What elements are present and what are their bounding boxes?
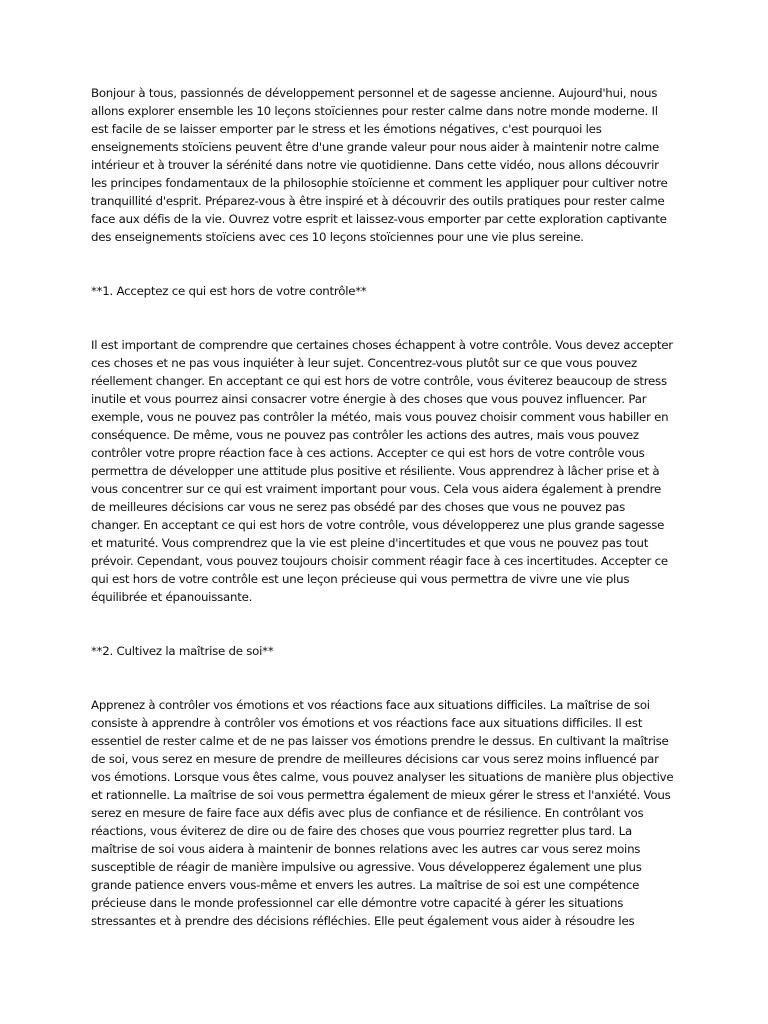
section-heading: **2. Cultivez la maîtrise de soi**	[91, 644, 274, 658]
section-heading: **1. Acceptez ce qui est hors de votre contrôle**	[91, 284, 367, 298]
section-paragraph: Apprenez à contrôler vos émotions et vos réactions face aux situations difficiles. La maîtrise de soi consiste à apprendre à contrôler vos émotions et vos réactions face aux situations difficiles. Il est essentiel de rester calme et de ne pas laisser vos émotions prendre le dessus. En cultivant la maîtrise de soi, vous serez en mesure de prendre de meilleures décisions car vous serez moins influencé par vos émotions. Lorsque vous êtes calme, vous pouvez analyser les situations de manière plus objective et rationnelle. La maîtrise de soi vous permettra également de mieux gérer le stress et l'anxiété. Vous serez en mesure de faire face aux défis avec plus de confiance et de résilience. En contrôlant vos réactions, vous éviterez de dire ou de faire des choses que vous pourriez regretter plus tard. La maîtrise de soi vous aidera à maintenir de bonnes relations avec les autres car vous serez moins susceptible de réagir de manière impulsive ou agressive. Vous développerez également une plus grande patience envers vous-même et envers les autres. La maîtrise de soi est une compétence précieuse dans le monde professionnel car elle démontre votre capacité à gérer les situations stressantes et à prendre des décisions réfléchies. Elle peut également vous aider à résoudre les	[91, 698, 674, 928]
intro-paragraph: Bonjour à tous, passionnés de développement personnel et de sagesse ancienne. Aujourd'hui, nous allons explorer ensemble les 10 leçons stoïciennes pour rester calme dans notre monde moderne. Il est facile de se laisser emporter par le stress et les émotions négatives, c'est pourquoi les enseignements stoïciens peuvent être d'une grande valeur pour nous aider à maintenir notre calme intérieur et à trouver la sérénité dans notre vie quotidienne. Dans cette vidéo, nous allons découvrir les principes fondamentaux de la philosophie stoïcienne et comment les appliquer pour cultiver notre tranquillité d'esprit. Préparez-vous à être inspiré et à découvrir des outils pratiques pour rester calme face aux défis de la vie. Ouvrez votre esprit et laissez-vous emporter par cette exploration captivante des enseignements stoïciens avec ces 10 leçons stoïciennes pour une vie plus sereine.	[91, 86, 668, 244]
document-body	[91, 84, 677, 966]
section-paragraph: Il est important de comprendre que certaines choses échappent à votre contrôle. Vous devez accepter ces choses et ne pas vous inquiéter à leur sujet. Concentrez-vous plutôt sur ce que vous pouvez réellement changer. En acceptant ce qui est hors de votre contrôle, vous éviterez beaucoup de stress inutile et vous pourrez ainsi consacrer votre énergie à des choses que vous pouvez influencer. Par exemple, vous ne pouvez pas contrôler la météo, mais vous pouvez choisir comment vous habiller en conséquence. De même, vous ne pouvez pas contrôler les actions des autres, mais vous pouvez contrôler votre propre réaction face à ces actions. Accepter ce qui est hors de votre contrôle vous permettra de développer une attitude plus positive et résiliente. Vous apprendrez à lâcher prise et à vous concentrer sur ce qui est vraiment important pour vous. Cela vous aidera également à prendre de meilleures décisions car vous ne serez pas obsédé par des choses que vous ne pouvez pas changer. En acceptant ce qui est hors de votre contrôle, vous développerez une plus grande sagesse et maturité. Vous comprendrez que la vie est pleine d'incertitudes et que vous ne pouvez pas tout prévoir. Cependant, vous pouvez toujours choisir comment réagir face à ces incertitudes. Accepter ce qui est hors de votre contrôle est une leçon précieuse qui vous permettra de vivre une vie plus équilibrée et épanouissante.	[91, 338, 673, 604]
